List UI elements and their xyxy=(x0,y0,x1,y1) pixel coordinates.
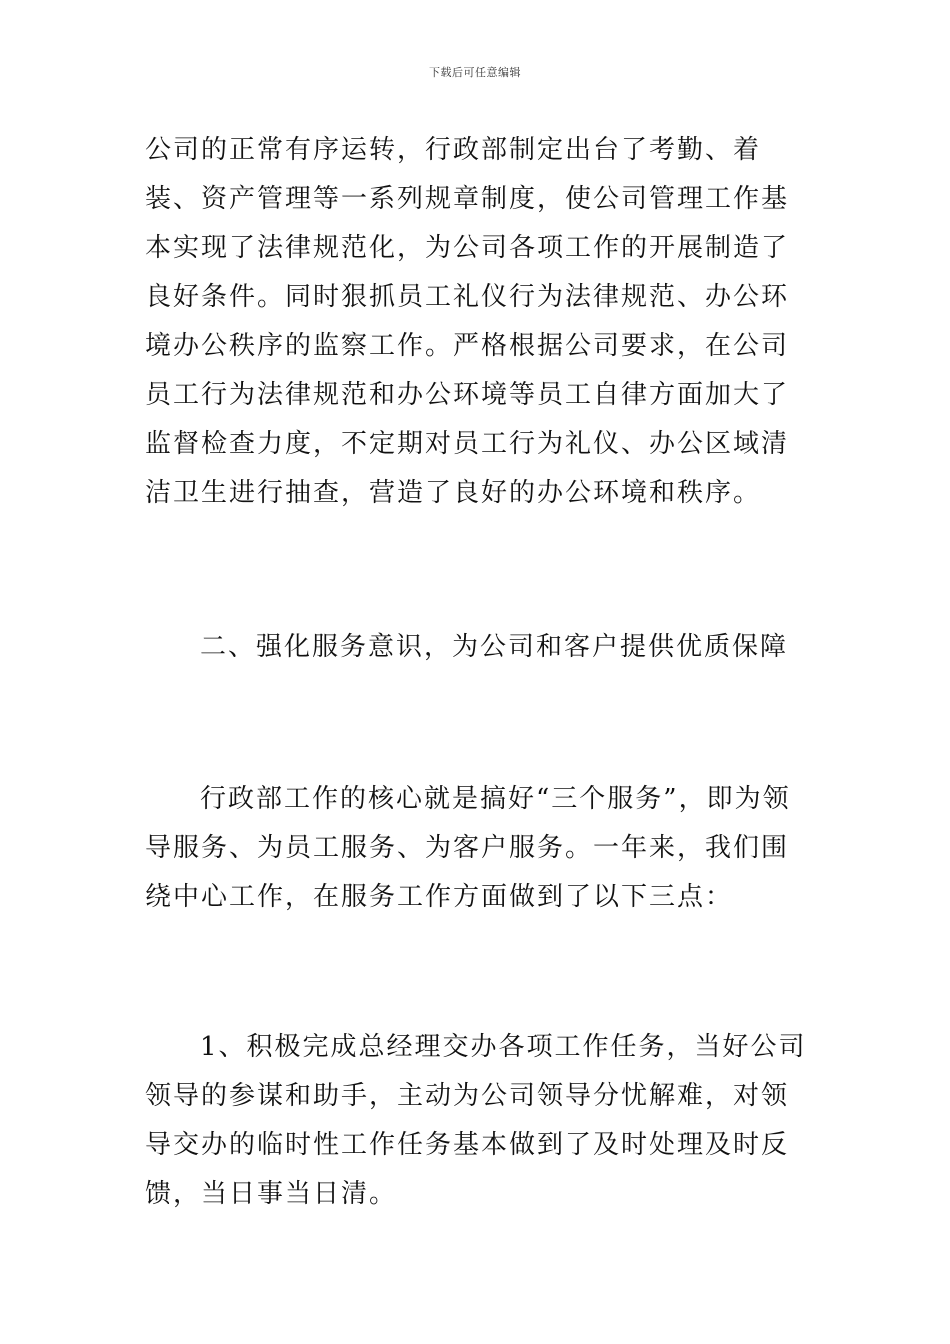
paragraph-body-1: 公司的正常有序运转，行政部制定出台了考勤、着装、资产管理等一系列规章制度，使公司管理工作基本实现了法律规范化，为公司各项工作的开展制造了良好条件。同时狠抓员工礼仪行为法律规范、办公环境办公秩序的监察工作。严格根据公司要求，在公司员工行为法律规范和办公环境等员工自律方面加大了监督检查力度，不定期对员工行为礼仪、办公区域清洁卫生进行抽查，营造了良好的办公环境和秩序。 xyxy=(145,135,790,508)
paragraph-body-2: 行政部工作的核心就是搞好“三个服务”，即为领导服务、为员工服务、为客户服务。一年来，我们围绕中心工作，在服务工作方面做到了以下三点： xyxy=(145,784,791,912)
page-header: 下载后可任意编辑 xyxy=(429,66,521,79)
section-heading-2: 二、强化服务意识，为公司和客户提供优质保障 xyxy=(200,632,789,662)
paragraph-body-3: 1、积极完成总经理交办各项工作任务，当好公司领导的参谋和助手，主动为公司领导分忧解难，对领导交办的临时性工作任务基本做到了及时处理及时反馈，当日事当日清。 xyxy=(145,1032,807,1209)
